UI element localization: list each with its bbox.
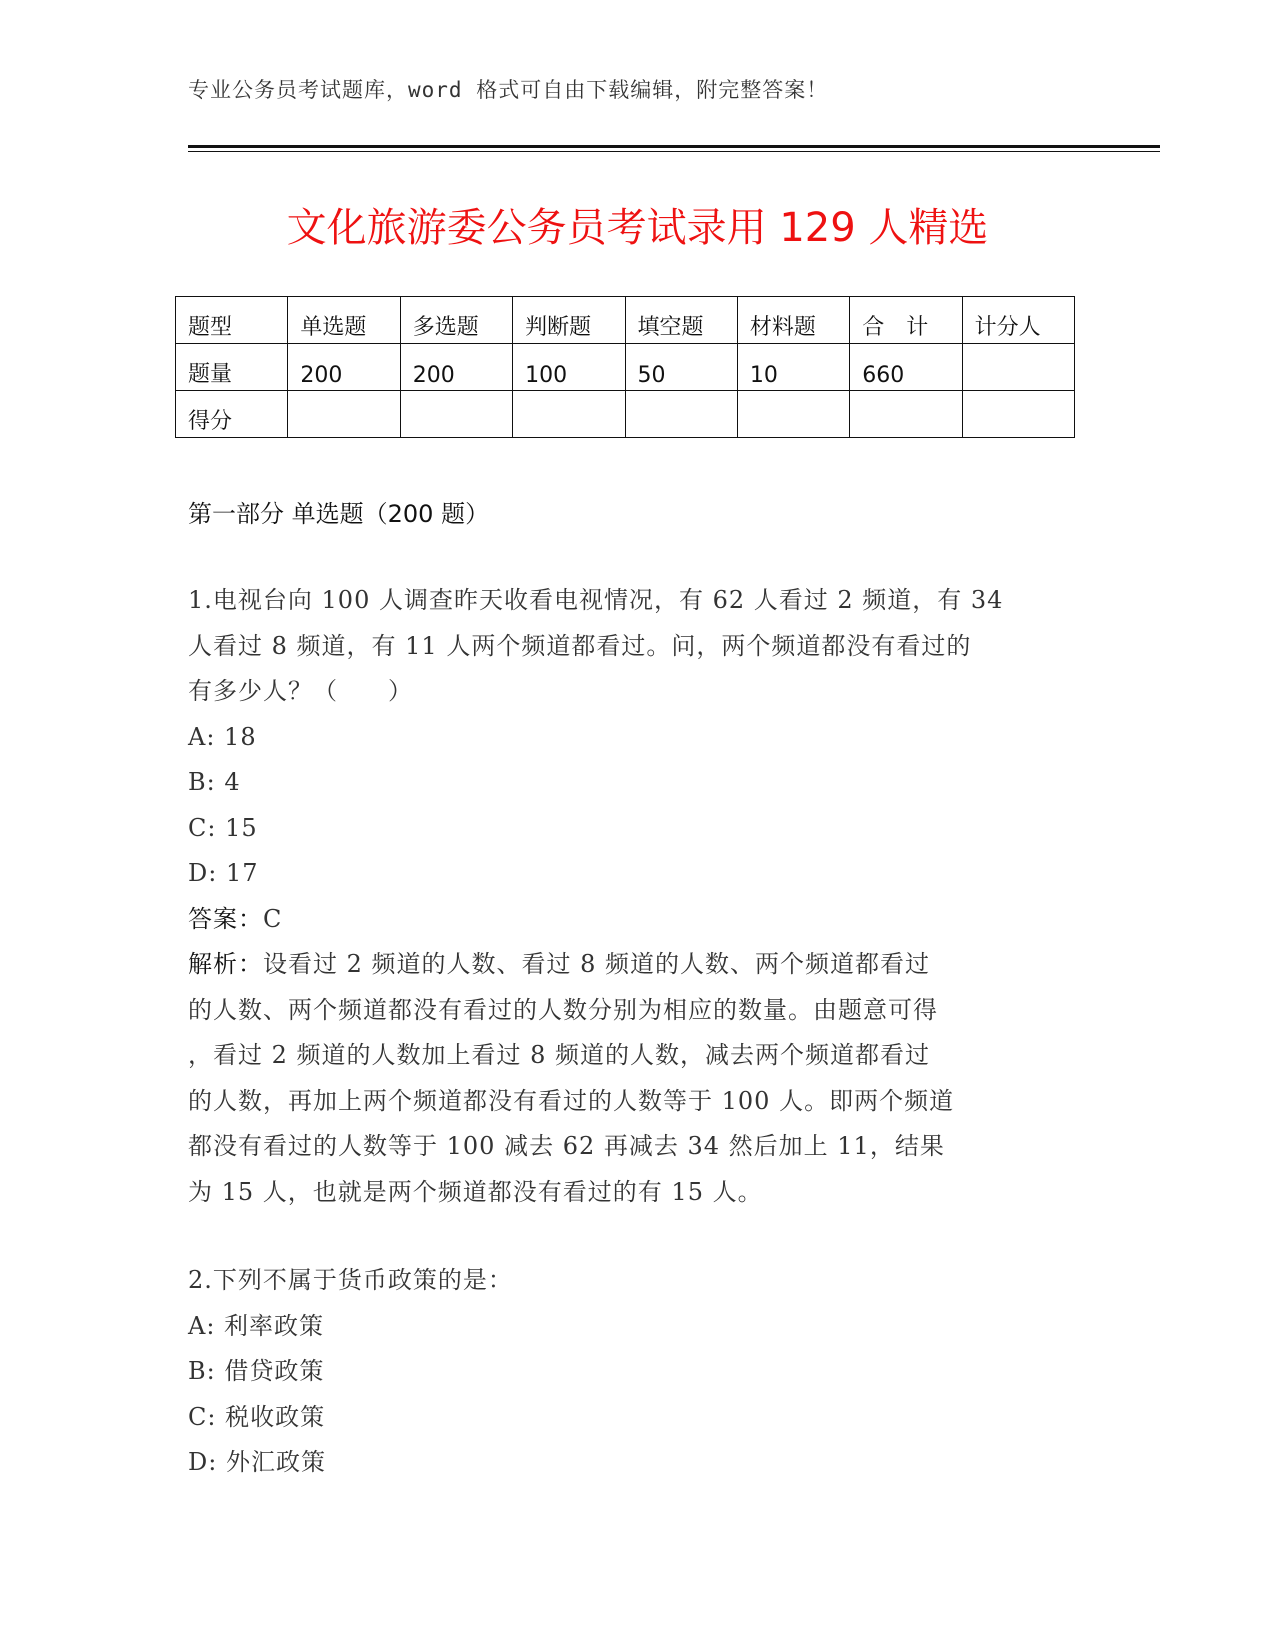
table-cell: 题型 [176, 297, 288, 344]
table-cell: 10 [737, 344, 849, 391]
table-cell: 材料题 [737, 297, 849, 344]
answer-label: 答案： [188, 904, 263, 933]
table-cell: 得分 [176, 391, 288, 438]
table-cell: 660 [850, 344, 962, 391]
table-cell: 100 [513, 344, 625, 391]
question-stem-line: 2.下列不属于货币政策的是： [188, 1266, 513, 1294]
table-cell: 多选题 [400, 297, 512, 344]
option-d: D: 17 [188, 859, 259, 887]
table-cell [962, 344, 1074, 391]
table-cell: 题量 [176, 344, 288, 391]
table-cell: 填空题 [625, 297, 737, 344]
answer-line [188, 897, 1088, 943]
table-cell [962, 391, 1074, 438]
option-b: B: 4 [188, 768, 241, 796]
option-c: C: 税收政策 [188, 1402, 326, 1431]
section-title: 第一部分 单选题（200 题） [188, 500, 490, 528]
table-cell [737, 391, 849, 438]
answer-value: C [263, 904, 283, 933]
question-stem-line: 1.电视台向 100 人调查昨天收看电视情况，有 62 人看过 2 频道，有 34 [188, 586, 1004, 614]
option-d: D: 外汇政策 [188, 1448, 326, 1476]
option-c: C: 15 [188, 813, 258, 842]
score-table-score-row [176, 391, 1075, 438]
table-cell: 单选题 [288, 297, 400, 344]
table-cell [625, 391, 737, 438]
document-title: 文化旅游委公务员考试录用 129 人精选 [286, 205, 989, 251]
score-table-count-row [176, 344, 1075, 391]
score-table [175, 296, 1075, 438]
question-1 [188, 578, 1088, 1215]
table-cell: 50 [625, 344, 737, 391]
analysis-line: 的人数、两个频道都没有看过的人数分别为相应的数量。由题意可得 [188, 995, 938, 1024]
table-cell: 200 [288, 344, 400, 391]
header-note: 专业公务员考试题库，word 格式可自由下载编辑，附完整答案！ [188, 78, 829, 102]
analysis-line [188, 942, 1088, 988]
analysis-text: 设看过 2 频道的人数、看过 8 频道的人数、两个频道都看过 [263, 950, 931, 978]
analysis-line: ，看过 2 频道的人数加上看过 8 频道的人数，减去两个频道都看过 [188, 1041, 931, 1069]
question-stem-line: 人看过 8 频道，有 11 人两个频道都看过。问，两个频道都没有看过的 [188, 631, 972, 660]
option-a: A: 18 [188, 722, 257, 751]
analysis-label: 解析： [188, 950, 263, 978]
table-cell [513, 391, 625, 438]
table-cell: 合 计 [850, 297, 962, 344]
table-cell [850, 391, 962, 438]
analysis-line: 为 15 人，也就是两个频道都没有看过的有 15 人。 [188, 1177, 763, 1206]
analysis-line: 都没有看过的人数等于 100 减去 62 再减去 34 然后加上 11，结果 [188, 1132, 945, 1160]
score-table-header-row [176, 297, 1075, 344]
table-cell [288, 391, 400, 438]
table-cell [400, 391, 512, 438]
analysis-line: 的人数，再加上两个频道都没有看过的人数等于 100 人。即两个频道 [188, 1086, 955, 1115]
table-cell: 计分人 [962, 297, 1074, 344]
header-rule-thin [188, 151, 1160, 152]
question-2 [188, 1258, 1088, 1486]
option-b: B: 借贷政策 [188, 1357, 325, 1385]
table-cell: 判断题 [513, 297, 625, 344]
option-a: A: 利率政策 [188, 1311, 325, 1340]
table-cell: 200 [400, 344, 512, 391]
header-rule-thick [188, 145, 1160, 148]
question-stem-line: 有多少人？（ ） [188, 677, 413, 705]
